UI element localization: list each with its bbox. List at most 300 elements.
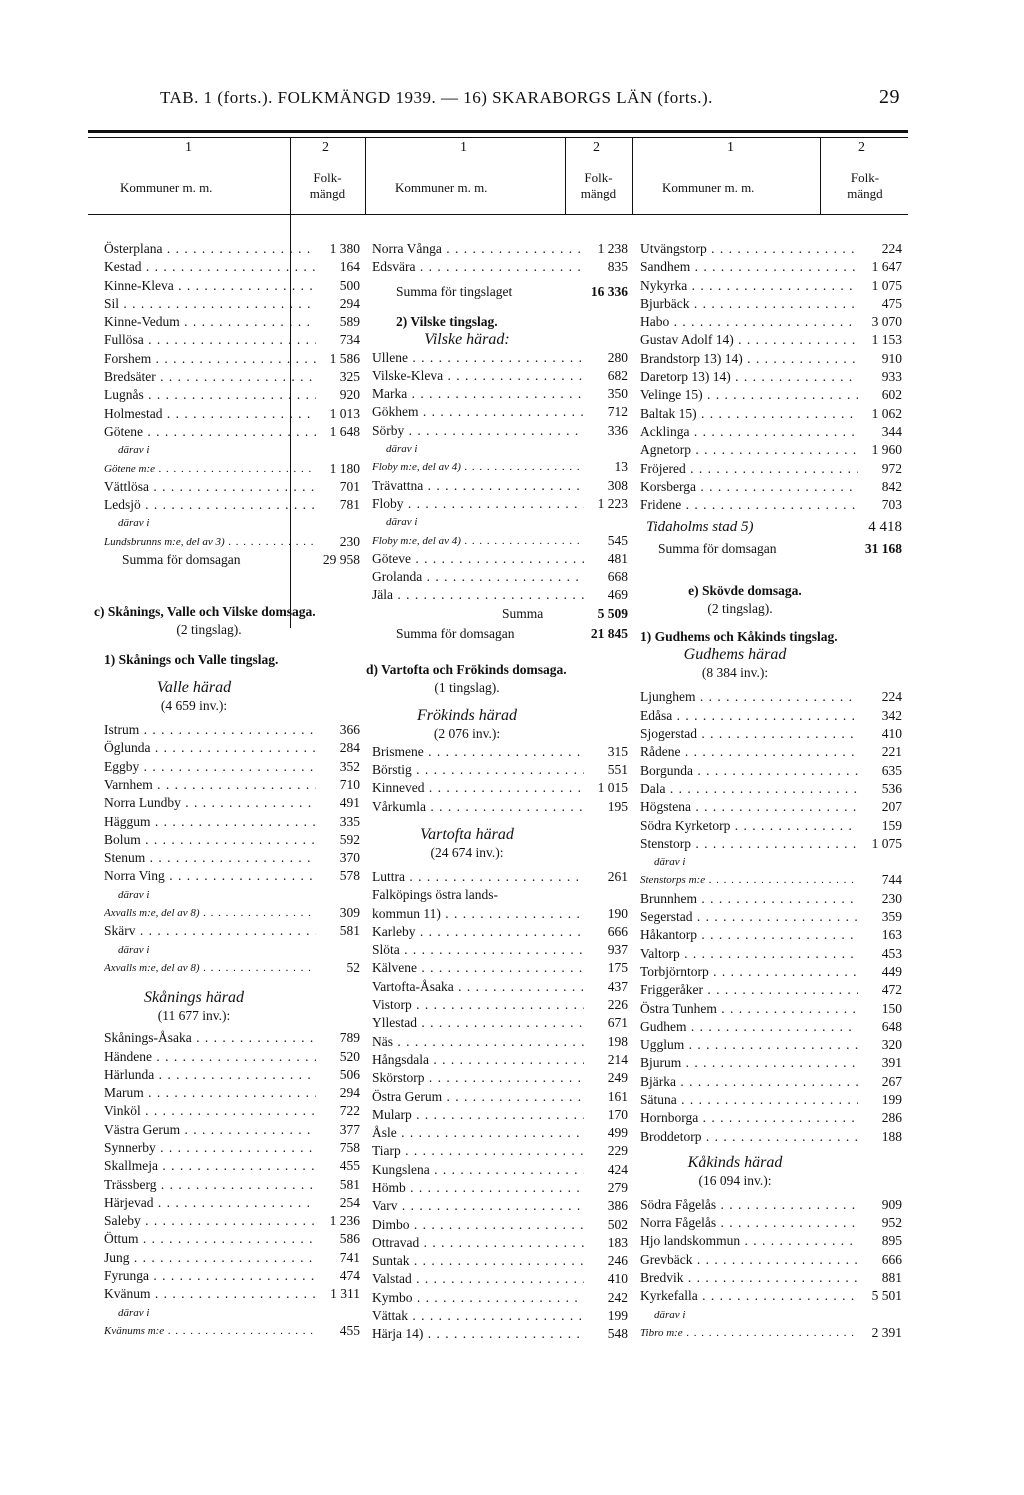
row-name-wrap: [104, 959, 316, 977]
row-name-wrap: [372, 1307, 584, 1325]
row-name-wrap: [372, 1088, 584, 1106]
row-name: Sil . . .: [104, 295, 316, 313]
row-name-wrap: [104, 1084, 316, 1102]
row-value: 325: [337, 368, 360, 386]
table-row: [104, 1285, 360, 1303]
row-name-wrap: [640, 1251, 858, 1269]
row-value: 254: [337, 1194, 360, 1212]
row-value: 410: [879, 725, 902, 743]
row-name-wrap: [640, 1306, 858, 1324]
row-value: 164: [337, 258, 360, 276]
row-name: Yllestad . . .: [372, 1014, 584, 1032]
row-name-wrap: [372, 586, 584, 604]
row-name: Saleby . . .: [104, 1212, 316, 1230]
row-name: Skörstorp . . .: [372, 1069, 584, 1087]
folk-label: Folk-: [850, 170, 880, 185]
row-value: 881: [879, 1269, 902, 1287]
table-row: [104, 1157, 360, 1175]
row-value: 224: [879, 240, 902, 258]
row-name-wrap: [372, 1051, 584, 1069]
table-row: [372, 1088, 628, 1106]
row-value: 221: [879, 743, 902, 761]
row-value: 1 075: [869, 277, 902, 295]
column-divider: [632, 138, 633, 214]
row-name-wrap: [104, 886, 316, 904]
row-value: 13: [612, 458, 629, 476]
row-name-wrap: [104, 1029, 316, 1047]
table-row: [640, 386, 902, 404]
row-value: 506: [337, 1066, 360, 1084]
row-list: [372, 743, 628, 816]
table-row: [104, 1304, 360, 1322]
row-name-wrap: [372, 1252, 584, 1270]
column-label-folk: [565, 170, 632, 202]
row-name: Stenstorps m:e . . .: [640, 871, 858, 889]
row-name: Korsberga . . .: [640, 478, 858, 496]
row-name: Friggeråker . . .: [640, 981, 858, 999]
row-value: 581: [337, 922, 360, 940]
row-value: 424: [605, 1161, 628, 1179]
row-name-wrap: [372, 868, 584, 886]
row-value: 781: [337, 496, 360, 514]
row-value: 1 015: [595, 779, 628, 797]
table-row: [372, 240, 628, 258]
table-row: [640, 1128, 902, 1146]
table-column-3: [640, 240, 902, 1342]
table-row: [372, 1106, 628, 1124]
table-row: [372, 798, 628, 816]
table-row: [104, 1048, 360, 1066]
table-row: [104, 386, 360, 404]
row-name-wrap: [372, 349, 584, 367]
row-value: 195: [605, 798, 628, 816]
table-row: [640, 405, 902, 423]
table-row: [104, 460, 360, 478]
row-name: Götene . . .: [104, 423, 316, 441]
table-row: [640, 258, 902, 276]
row-value: 589: [337, 313, 360, 331]
row-name-wrap: [104, 794, 316, 812]
table-row: [104, 258, 360, 276]
row-name-wrap: [640, 313, 858, 331]
row-name: Skallmeja . . .: [104, 1157, 316, 1175]
row-name-wrap: [372, 240, 584, 258]
row-name-wrap: [372, 1270, 584, 1288]
table-row: [640, 762, 902, 780]
table-row: [104, 478, 360, 496]
section-subheading: (2 tingslag).: [176, 622, 242, 638]
table-row: [372, 1197, 628, 1215]
table-row: [640, 926, 902, 944]
tingslag-heading: 1) Gudhems och Kåkinds tingslag.: [640, 629, 838, 645]
row-value: 170: [605, 1106, 628, 1124]
row-value: 472: [879, 981, 902, 999]
row-value: 1 223: [595, 495, 628, 513]
column-label: Kommuner m. m.: [395, 180, 488, 195]
table-row: [640, 798, 902, 816]
row-name-wrap: [104, 1157, 316, 1175]
summa-label: Summa för domsagan: [658, 541, 777, 557]
row-name: Istrum . . .: [104, 721, 316, 739]
row-value: 722: [337, 1102, 360, 1120]
row-value: 703: [879, 496, 902, 514]
row-list: [372, 349, 628, 605]
table-row: [104, 721, 360, 739]
row-value: 163: [879, 926, 902, 944]
summa-value: 31 168: [864, 541, 902, 557]
table-row: [104, 758, 360, 776]
row-name: Bjärka . . .: [640, 1073, 858, 1091]
row-value: 710: [337, 776, 360, 794]
row-name: Sandhem . . .: [640, 258, 858, 276]
row-name-wrap: [104, 478, 316, 496]
tingslag-heading: 2) Vilske tingslag.: [396, 313, 498, 329]
row-name-wrap: [640, 1000, 858, 1018]
row-value: 1 180: [327, 460, 360, 478]
row-name-wrap: [104, 849, 316, 867]
table-row: [104, 331, 360, 349]
row-name: Dimbo . . .: [372, 1216, 584, 1234]
row-value: 1 648: [327, 423, 360, 441]
row-name-wrap: [372, 1197, 584, 1215]
row-value: 352: [337, 758, 360, 776]
table-row: [372, 349, 628, 367]
row-name: Hömb . . .: [372, 1179, 584, 1197]
row-value: 1 075: [869, 835, 902, 853]
row-name-wrap: [640, 1128, 858, 1146]
row-name-wrap: [640, 743, 858, 761]
table-row: [372, 1325, 628, 1343]
row-name: Rådene . . .: [640, 743, 858, 761]
row-name: därav i: [104, 1304, 151, 1322]
table-row: [104, 514, 360, 532]
harad-inv: (2 076 inv.):: [433, 725, 501, 741]
row-name: Kymbo . . .: [372, 1289, 584, 1307]
row-value: 682: [605, 367, 628, 385]
row-name-wrap: [640, 853, 858, 871]
row-value: 666: [605, 923, 628, 941]
table-row: [104, 240, 360, 258]
row-name-wrap: [640, 835, 858, 853]
row-name-wrap: [372, 1179, 584, 1197]
row-name-wrap: [104, 1176, 316, 1194]
row-value: 586: [337, 1230, 360, 1248]
row-value: 159: [879, 817, 902, 835]
table-row: [640, 1109, 902, 1127]
row-name-wrap: [372, 568, 584, 586]
row-name: Öglunda . . .: [104, 739, 316, 757]
row-name-wrap: [640, 386, 858, 404]
top-rule: [88, 130, 908, 133]
row-value: 895: [879, 1232, 902, 1250]
row-name-wrap: [104, 331, 316, 349]
table-row: [640, 725, 902, 743]
row-name-wrap: [372, 495, 584, 513]
row-name: Forshem . . .: [104, 350, 316, 368]
row-name: Skånings-Åsaka . . .: [104, 1029, 316, 1047]
row-name: Åsle . . .: [372, 1124, 584, 1142]
row-value: 230: [337, 533, 360, 551]
stad-value: 4 418: [868, 519, 902, 536]
row-name-wrap: [640, 295, 858, 313]
table-row: [372, 532, 628, 550]
summa-value: 29 958: [322, 552, 360, 568]
table-row: [372, 959, 628, 977]
table-row: [640, 1324, 902, 1342]
column-label: Kommuner m. m.: [120, 180, 213, 195]
row-value: 545: [605, 532, 628, 550]
row-value: 455: [337, 1157, 360, 1175]
row-value: 671: [605, 1014, 628, 1032]
row-name: Daretorp 13) 14) . . .: [640, 368, 858, 386]
table-row: [640, 1036, 902, 1054]
table-row: [372, 996, 628, 1014]
row-name-wrap: [640, 817, 858, 835]
row-name: Dala . . .: [640, 780, 858, 798]
table-row: [372, 403, 628, 421]
row-name-wrap: [104, 1194, 316, 1212]
row-name-wrap: [372, 1069, 584, 1087]
row-name: Bjurum . . .: [640, 1054, 858, 1072]
row-name-wrap: [372, 905, 584, 923]
row-name-wrap: [104, 240, 316, 258]
table-row: [640, 350, 902, 368]
row-value: 474: [337, 1267, 360, 1285]
table-row: [640, 1018, 902, 1036]
row-name: Lugnås . . .: [104, 386, 316, 404]
row-value: 350: [605, 385, 628, 403]
row-name: Edåsa . . .: [640, 707, 858, 725]
row-name: Händene . . .: [104, 1048, 316, 1066]
row-value: 491: [337, 794, 360, 812]
row-value: 592: [337, 831, 360, 849]
table-row: [372, 923, 628, 941]
row-name: Ledsjö . . .: [104, 496, 316, 514]
row-value: 280: [605, 349, 628, 367]
row-name: Österplana . . .: [104, 240, 316, 258]
row-name-wrap: [372, 923, 584, 941]
row-name: Stenstorp . . .: [640, 835, 858, 853]
row-name: därav i: [104, 514, 151, 532]
row-name: Ottravad . . .: [372, 1234, 584, 1252]
row-name-wrap: [372, 1234, 584, 1252]
row-name-wrap: [640, 1232, 858, 1250]
row-value: 920: [337, 386, 360, 404]
row-value: 366: [337, 721, 360, 739]
row-name-wrap: [640, 331, 858, 349]
harad-heading: Vilske härad:: [424, 330, 510, 348]
row-value: 602: [879, 386, 902, 404]
folk-label: Folk-: [584, 170, 613, 185]
row-name: Näs . . .: [372, 1033, 584, 1051]
table-row: [104, 959, 360, 977]
row-value: 835: [605, 258, 628, 276]
table-row: [372, 367, 628, 385]
summa-label: Summa: [502, 605, 544, 621]
row-name-wrap: [104, 776, 316, 794]
row-name: Jung . . .: [104, 1249, 316, 1267]
column-number: 2: [322, 140, 329, 155]
table-row: [372, 495, 628, 513]
row-name-wrap: [640, 963, 858, 981]
table-row: [640, 981, 902, 999]
row-name-wrap: [104, 1249, 316, 1267]
row-value: 224: [879, 688, 902, 706]
row-name: Valtorp . . .: [640, 945, 858, 963]
row-name: Södra Kyrketorp . . .: [640, 817, 858, 835]
row-name: Vinköl . . .: [104, 1102, 316, 1120]
row-name: Stenum . . .: [104, 849, 316, 867]
row-name: Lundsbrunns m:e, del av 3) . . .: [104, 533, 316, 551]
table-row: [372, 440, 628, 458]
table-row: [104, 1322, 360, 1340]
table-row: [104, 496, 360, 514]
table-row: [640, 963, 902, 981]
row-name-wrap: [104, 1139, 316, 1157]
row-name: Sörby . . .: [372, 422, 584, 440]
table-row: [104, 295, 360, 313]
row-name: Kälvene . . .: [372, 959, 584, 977]
row-name: Brismene . . .: [372, 743, 584, 761]
table-row: [104, 813, 360, 831]
table-row: [640, 853, 902, 871]
row-value: 635: [879, 762, 902, 780]
row-name-wrap: [372, 1216, 584, 1234]
row-value: 344: [879, 423, 902, 441]
row-name: Jäla . . .: [372, 586, 584, 604]
table-row: [372, 258, 628, 276]
table-row: [640, 368, 902, 386]
row-value: 548: [605, 1325, 628, 1343]
row-name: Brandstorp 13) 14) . . .: [640, 350, 858, 368]
table-row: [640, 1306, 902, 1324]
row-name-wrap: [640, 1324, 858, 1342]
row-name-wrap: [104, 904, 316, 922]
row-name-wrap: [104, 496, 316, 514]
row-name: kommun 11) . . .: [372, 905, 584, 923]
table-row: [372, 1069, 628, 1087]
row-name: Varnhem . . .: [104, 776, 316, 794]
row-name: Södra Fågelås . . .: [640, 1196, 858, 1214]
row-value: 789: [337, 1029, 360, 1047]
row-name: Bjurbäck . . .: [640, 295, 858, 313]
row-value: 744: [879, 871, 902, 889]
table-row: [104, 1249, 360, 1267]
row-name: Slöta . . .: [372, 941, 584, 959]
row-name-wrap: [640, 405, 858, 423]
row-value: 188: [879, 1128, 902, 1146]
row-name: Broddetorp . . .: [640, 1128, 858, 1146]
row-value: 2 391: [869, 1324, 902, 1342]
table-row: [104, 533, 360, 551]
row-value: 500: [337, 277, 360, 295]
row-value: 230: [879, 890, 902, 908]
row-name-wrap: [104, 441, 316, 459]
row-name: Bredvik . . .: [640, 1269, 858, 1287]
harad-heading: Frökinds härad: [417, 706, 517, 724]
table-row: [372, 905, 628, 923]
row-name-wrap: [640, 1073, 858, 1091]
row-name: Holmestad . . .: [104, 405, 316, 423]
row-name: Sjogerstad . . .: [640, 725, 858, 743]
section-heading: d) Vartofta och Frökinds domsaga.: [366, 661, 567, 677]
table-row: [372, 1307, 628, 1325]
row-name-wrap: [640, 798, 858, 816]
row-name: Floby m:e, del av 4) . . .: [372, 458, 584, 476]
row-value: 741: [337, 1249, 360, 1267]
row-value: 5 501: [869, 1287, 902, 1305]
row-name: Marum . . .: [104, 1084, 316, 1102]
row-name-wrap: [640, 460, 858, 478]
summa-value: 21 845: [590, 625, 628, 641]
summa-value: 5 509: [597, 605, 628, 621]
row-name: därav i: [640, 853, 687, 871]
row-name-wrap: [104, 258, 316, 276]
harad-heading: Kåkinds härad: [687, 1153, 783, 1171]
summa-value: 16 336: [590, 283, 628, 299]
table-row: [640, 707, 902, 725]
row-value: 226: [605, 996, 628, 1014]
row-value: 734: [337, 331, 360, 349]
table-row: [104, 776, 360, 794]
summa-row: [372, 605, 628, 625]
row-list: [640, 240, 902, 514]
row-list: [640, 688, 902, 1145]
row-name: Synnerby . . .: [104, 1139, 316, 1157]
row-name-wrap: [372, 761, 584, 779]
row-name-wrap: [372, 1106, 584, 1124]
row-name-wrap: [372, 532, 584, 550]
row-name: därav i: [372, 513, 419, 531]
row-value: 842: [879, 478, 902, 496]
row-value: 214: [605, 1051, 628, 1069]
row-name: Kinne-Vedum . . .: [104, 313, 316, 331]
summa-label: Summa för tingslaget: [396, 283, 513, 299]
page-number: 29: [879, 86, 900, 108]
harad-heading: Skånings härad: [144, 989, 244, 1007]
row-name-wrap: [640, 945, 858, 963]
row-name: Trävattna . . .: [372, 477, 584, 495]
row-name: Vårkumla . . .: [372, 798, 584, 816]
row-name: Norra Fågelås . . .: [640, 1214, 858, 1232]
section-subheading: (1 tingslag).: [434, 679, 500, 695]
row-name: Axvalls m:e, del av 8) . . .: [104, 904, 316, 922]
row-name-wrap: [104, 350, 316, 368]
table-row: [640, 277, 902, 295]
row-name: Acklinga . . .: [640, 423, 858, 441]
table-row: [372, 385, 628, 403]
table-row: [640, 478, 902, 496]
row-name-wrap: [372, 959, 584, 977]
row-value: 455: [337, 1322, 360, 1340]
row-name: Gökhem . . .: [372, 403, 584, 421]
row-name: Floby m:e, del av 4) . . .: [372, 532, 584, 550]
row-value: 175: [605, 959, 628, 977]
stad-label: Tidaholms stad 5): [646, 519, 754, 536]
row-name-wrap: [104, 758, 316, 776]
row-name: Öttum . . .: [104, 1230, 316, 1248]
table-row: [104, 277, 360, 295]
row-name-wrap: [640, 240, 858, 258]
row-value: 910: [879, 350, 902, 368]
table-row: [640, 908, 902, 926]
row-name-wrap: [640, 441, 858, 459]
row-name-wrap: [372, 403, 584, 421]
row-name: Norra Ving . . .: [104, 867, 316, 885]
row-name: Varv . . .: [372, 1197, 584, 1215]
table-row: [640, 1000, 902, 1018]
row-value: 190: [605, 905, 628, 923]
